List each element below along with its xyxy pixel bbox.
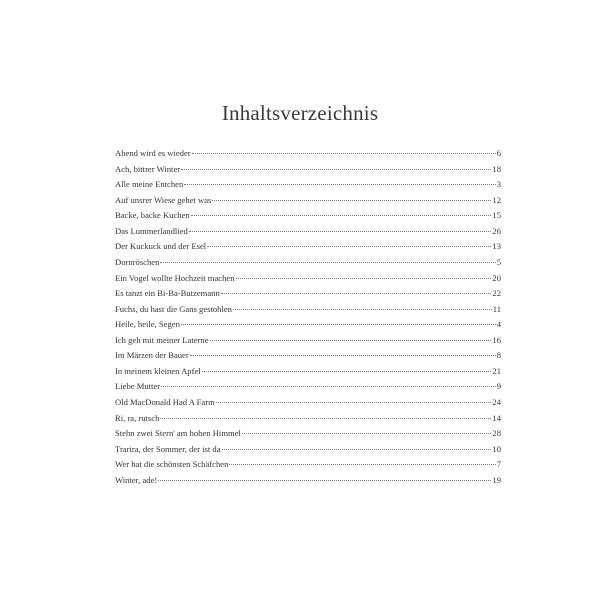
dot-leader — [181, 324, 496, 325]
toc-entry-title: Old MacDonald Had A Farm — [115, 397, 215, 407]
toc-entry — [115, 271, 501, 287]
toc-entry-page-number: 5 — [496, 256, 501, 267]
toc-entry — [115, 317, 501, 333]
toc-entry-page-number: 14 — [492, 412, 501, 423]
toc-entry-page-number: 19 — [492, 474, 501, 485]
toc-entry-page-number: 10 — [492, 443, 501, 454]
toc-entry-title: Auf unsrer Wiese gehet was — [115, 194, 212, 205]
table-of-contents — [115, 146, 501, 488]
toc-entry-page-number: 6 — [496, 148, 501, 158]
toc-entry-title: Ach, bittrer Winter — [115, 163, 181, 174]
toc-entry-title: Ein Vogel wollte Hochzeit machen — [115, 272, 235, 283]
toc-entry-page-number: 12 — [492, 194, 501, 205]
dot-leader — [202, 371, 492, 372]
toc-entry-title: Fuchs, du hast die Gans gestohlen — [115, 303, 232, 314]
toc-entry — [115, 379, 501, 395]
toc-entry — [115, 411, 501, 427]
toc-entry-title: Dornröschen — [115, 256, 160, 267]
toc-entry-title: Der Kuckuck und der Esel — [115, 241, 207, 252]
dot-leader — [158, 480, 491, 481]
toc-entry — [115, 162, 501, 178]
toc-entry-title: Alle meine Entchen — [115, 179, 184, 190]
toc-entry-page-number: 28 — [492, 428, 501, 439]
page-title: Inhaltsverzeichnis — [221, 101, 379, 125]
toc-entry-page-number: 15 — [492, 210, 501, 221]
toc-entry — [115, 208, 501, 224]
toc-entry-page-number: 13 — [492, 241, 501, 252]
toc-entry-title: In meinem kleinen Apfel — [115, 365, 201, 376]
toc-entry-page-number: 20 — [492, 272, 501, 283]
toc-entry — [115, 193, 501, 209]
dot-leader — [190, 355, 496, 356]
toc-entry-title: Wer hat die schönsten Schäfchen — [115, 459, 229, 470]
toc-entry-page-number: 11 — [492, 303, 501, 314]
toc-entry-page-number: 3 — [496, 179, 501, 190]
toc-entry — [115, 302, 501, 318]
toc-entry-page-number: 4 — [496, 319, 501, 330]
dot-leader — [236, 278, 492, 279]
toc-entry-page-number: 7 — [496, 459, 501, 470]
toc-entry — [115, 426, 501, 442]
toc-entry-title: Liebe Mutter — [115, 381, 161, 392]
toc-entry-page-number: 24 — [492, 397, 501, 407]
toc-entry-page-number: 16 — [492, 334, 501, 345]
dot-leader — [191, 215, 492, 216]
toc-entry-page-number: 9 — [496, 381, 501, 392]
toc-entry-title: Winter, ade! — [115, 474, 158, 485]
dot-leader — [221, 293, 492, 294]
toc-entry — [115, 364, 501, 380]
dot-leader — [160, 262, 495, 263]
dot-leader — [216, 402, 492, 403]
toc-entry — [115, 442, 501, 458]
toc-entry — [115, 473, 501, 489]
toc-entry — [115, 395, 501, 411]
toc-entry — [115, 457, 501, 473]
dot-leader — [189, 231, 492, 232]
toc-entry — [115, 224, 501, 240]
toc-entry-title: Abend wird es wieder — [115, 148, 191, 158]
dot-leader — [181, 169, 491, 170]
toc-entry — [115, 146, 501, 162]
toc-entry-page-number: 26 — [492, 225, 501, 236]
dot-leader — [192, 153, 496, 154]
toc-entry-page-number: 21 — [492, 365, 501, 376]
dot-leader — [242, 433, 492, 434]
dot-leader — [212, 200, 491, 201]
toc-entry-title: Ri, ra, rutsch — [115, 412, 160, 423]
toc-entry-title: Backe, backe Kuchen — [115, 210, 190, 221]
toc-entry-title: Es tanzt ein Bi-Ba-Butzemann — [115, 288, 220, 299]
dot-leader — [222, 449, 492, 450]
toc-entry-page-number: 18 — [492, 163, 501, 174]
toc-entry-title: Trarira, der Sommer, der ist da — [115, 443, 221, 454]
toc-entry-title: Im Märzen der Bauer — [115, 350, 189, 361]
toc-entry — [115, 177, 501, 193]
toc-entry-page-number: 22 — [492, 288, 501, 299]
toc-entry-page-number: 8 — [496, 350, 501, 361]
toc-entry-title: Heile, heile, Segen — [115, 319, 180, 330]
toc-entry — [115, 333, 501, 349]
toc-entry — [115, 286, 501, 302]
dot-leader — [233, 309, 492, 310]
dot-leader — [229, 464, 495, 465]
dot-leader — [210, 340, 492, 341]
toc-entry — [115, 348, 501, 364]
dot-leader — [184, 184, 495, 185]
dot-leader — [161, 386, 496, 387]
toc-entry-title: Stehn zwei Stern' am hohen Himmel — [115, 428, 241, 439]
toc-entry — [115, 239, 501, 255]
dot-leader — [160, 418, 491, 419]
toc-entry — [115, 255, 501, 271]
dot-leader — [207, 246, 491, 247]
toc-entry-title: Ich geh mit meiner Laterne — [115, 334, 209, 345]
toc-entry-title: Das Lummerlandlied — [115, 225, 188, 236]
